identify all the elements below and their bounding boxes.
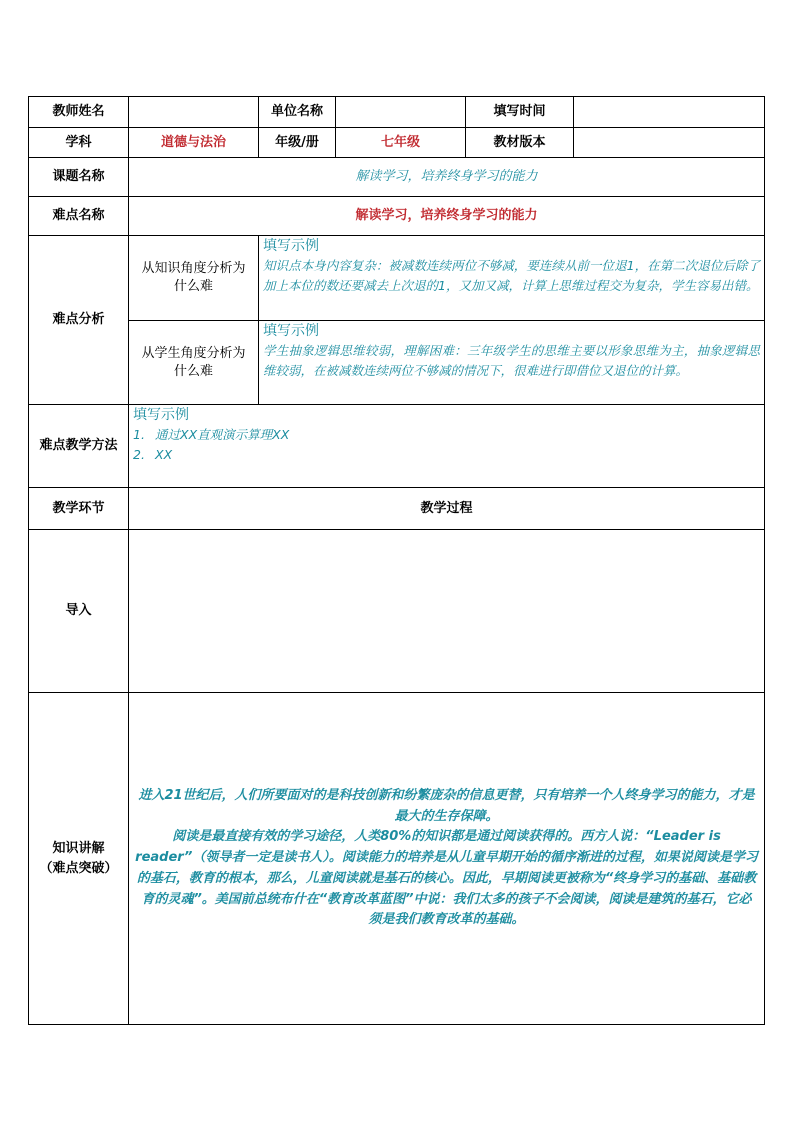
student-angle-content[interactable] [259, 321, 765, 405]
method-item-text: XX [155, 446, 173, 462]
intro-label: 导入 [29, 530, 129, 693]
difficulty-label: 难点名称 [29, 197, 129, 236]
difficulty-row [29, 197, 765, 236]
process-header-row [29, 488, 765, 530]
knowledge-example-heading: 填写示例 [263, 238, 319, 254]
method-row [29, 405, 765, 488]
analysis-student-row [29, 321, 765, 405]
fill-date-field[interactable] [574, 97, 765, 128]
teaching-stage-label: 教学环节 [29, 488, 129, 530]
topic-value[interactable]: 解读学习，培养终身学习的能力 [129, 158, 765, 197]
method-item [133, 445, 760, 465]
method-item-number: 1. [133, 426, 145, 442]
intro-row [29, 530, 765, 693]
teaching-process-label: 教学过程 [129, 488, 765, 530]
lesson-plan-table [28, 96, 765, 1025]
edition-label: 教材版本 [466, 128, 574, 158]
topic-row [29, 158, 765, 197]
fill-date-label: 填写时间 [466, 97, 574, 128]
knowledge-paragraph-2: 阅读是最直接有效的学习途径，人类80%的知识都是通过阅读获得的。西方人说：“Leader is reader”（领导者一定是读书人）。阅读能力的培养是从儿童早期开始的循序渐进的过程，如果说阅读是学习的基石，教育的根本，那么，儿童阅读就是基石的核心。因此，早期阅读更被称为“终身学习的基础、基础教育的灵魂”。美国前总统布什在“教育改革蓝图”中说：我们太多的孩子不会阅读，阅读是建筑的基石，它必须是我们教育改革的基础。 [135, 829, 758, 928]
header-row-2 [29, 128, 765, 158]
subject-value[interactable]: 道德与法治 [129, 128, 259, 158]
lesson-plan-form [28, 96, 764, 1025]
header-row-1 [29, 97, 765, 128]
knowledge-angle-label: 从知识角度分析为什么难 [129, 236, 259, 321]
knowledge-row [29, 693, 765, 1025]
analysis-knowledge-row [29, 236, 765, 321]
method-label: 难点教学方法 [29, 405, 129, 488]
edition-field[interactable] [574, 128, 765, 158]
subject-label: 学科 [29, 128, 129, 158]
method-item-number: 2. [133, 446, 145, 462]
method-list [133, 425, 760, 465]
knowledge-example-text: 知识点本身内容复杂：被减数连续两位不够减，要连续从前一位退1，在第二次退位后除了加上本位的数还要减去上次退的1，又加又减，计算上思维过程交为复杂，学生容易出错。 [263, 257, 760, 294]
student-example-text: 学生抽象逻辑思维较弱，理解困难：三年级学生的思维主要以形象思维为主，抽象逻辑思维较弱，在被减数连续两位不够减的情况下，很难进行即借位又退位的计算。 [263, 342, 760, 379]
student-angle-label: 从学生角度分析为什么难 [129, 321, 259, 405]
method-item [133, 425, 760, 445]
method-example-heading: 填写示例 [133, 407, 189, 423]
topic-label: 课题名称 [29, 158, 129, 197]
unit-name-label: 单位名称 [259, 97, 336, 128]
difficulty-value[interactable]: 解读学习，培养终身学习的能力 [129, 197, 765, 236]
teacher-name-field[interactable] [129, 97, 259, 128]
student-example-heading: 填写示例 [263, 323, 319, 339]
knowledge-angle-content[interactable] [259, 236, 765, 321]
knowledge-explanation-content[interactable] [129, 693, 765, 1025]
teacher-name-label: 教师姓名 [29, 97, 129, 128]
knowledge-label-line-1: 知识讲解 [52, 841, 105, 856]
grade-value[interactable]: 七年级 [336, 128, 466, 158]
knowledge-explanation-label [29, 693, 129, 1025]
grade-label: 年级/册 [259, 128, 336, 158]
knowledge-paragraph-1: 进入21世纪后，人们所要面对的是科技创新和纷繁庞杂的信息更替，只有培养一个人终身学习的能力，才是最大的生存保障。 [138, 787, 755, 824]
method-content[interactable] [129, 405, 765, 488]
analysis-label: 难点分析 [29, 236, 129, 405]
knowledge-label-line-2: （难点突破） [39, 860, 118, 876]
unit-name-field[interactable] [336, 97, 466, 128]
intro-content[interactable] [129, 530, 765, 693]
method-item-text: 通过XX直观演示算理XX [155, 426, 290, 442]
